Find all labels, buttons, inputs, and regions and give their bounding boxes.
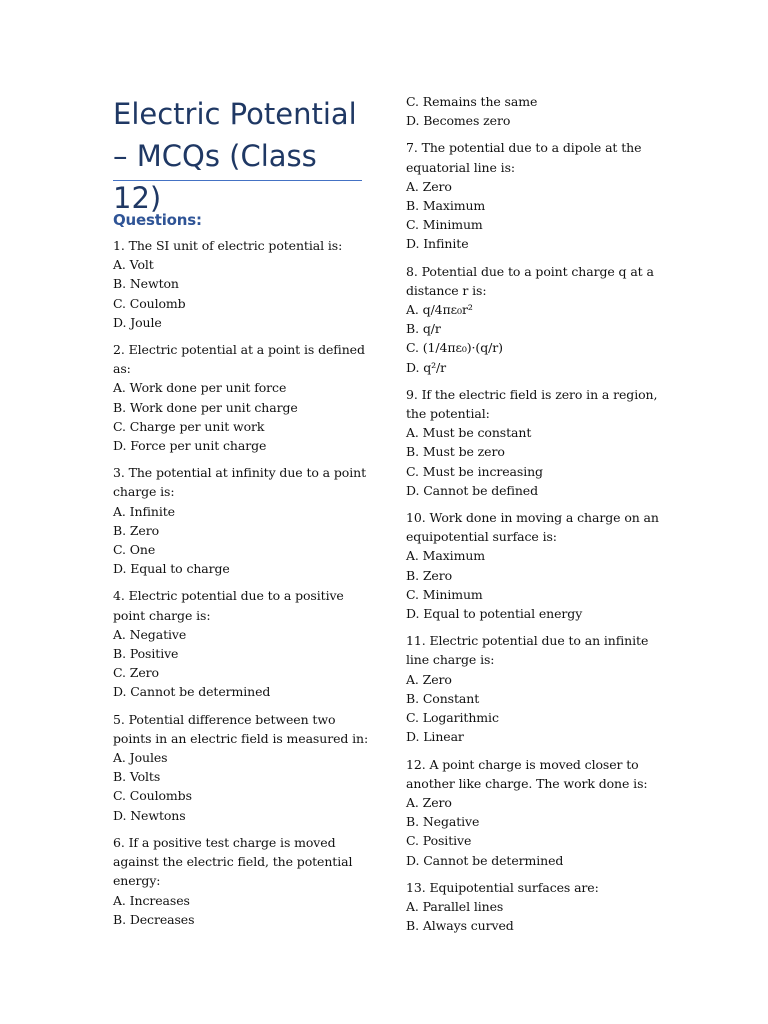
question-text: energy: <box>113 873 161 889</box>
answer-option: A. Negative <box>113 626 187 642</box>
answer-option: B. Positive <box>113 646 179 662</box>
question-text: 1. The SI unit of electric potential is: <box>113 238 343 253</box>
answer-option: C. Coulomb <box>113 295 186 311</box>
right-question-list <box>406 92 659 943</box>
answer-option: D. Cannot be defined <box>406 482 539 498</box>
question-text: 3. The potential at infinity due to a point <box>113 465 367 481</box>
answer-option: B. Constant <box>406 690 480 706</box>
answer-option: C. Charge per unit work <box>113 418 265 434</box>
question-text: 8. Potential due to a point charge q at a <box>406 263 654 279</box>
answer-option: A. Maximum <box>406 548 486 564</box>
questions-heading: Questions: <box>113 211 202 229</box>
question-text: 11. Electric potential due to an infinite <box>406 633 649 649</box>
answer-option: D. Joule <box>113 314 162 330</box>
answer-option: B. Always curved <box>406 918 514 934</box>
answer-option: B. Maximum <box>406 198 486 214</box>
answer-option: D. q²/r <box>406 359 447 375</box>
question-item <box>113 340 368 455</box>
answer-option: D. Cannot be determined <box>406 852 564 868</box>
answer-option: D. Becomes zero <box>406 113 511 129</box>
answer-option: C. Zero <box>113 665 159 681</box>
answer-option: B. Work done per unit charge <box>113 399 298 415</box>
answer-option: C. Must be increasing <box>406 463 543 479</box>
answer-option: C. Minimum <box>406 586 483 602</box>
question-item <box>406 262 659 377</box>
question-text: points in an electric field is measured in: <box>113 730 369 746</box>
answer-option: A. Must be constant <box>406 425 532 441</box>
answer-option: B. Must be zero <box>406 444 505 460</box>
answer-option: D. Newtons <box>113 807 186 823</box>
question-text: 6. If a positive test charge is moved <box>113 834 336 850</box>
question-item <box>113 463 368 578</box>
question-text: against the electric field, the potential <box>113 854 353 870</box>
question-text: another like charge. The work done is: <box>406 775 648 791</box>
question-item <box>113 236 368 332</box>
answer-option: A. q/4πε₀r² <box>406 302 473 318</box>
question-item <box>406 508 659 623</box>
question-text: distance r is: <box>406 282 487 298</box>
question-text: point charge is: <box>113 607 211 623</box>
answer-option: C. Remains the same <box>406 94 538 109</box>
answer-option: A. Zero <box>406 178 452 194</box>
answer-option: D. Linear <box>406 729 464 745</box>
answer-option: B. Negative <box>406 814 480 830</box>
left-question-list <box>113 236 368 937</box>
answer-option: D. Equal to charge <box>113 561 230 577</box>
answer-option: C. One <box>113 542 156 558</box>
answer-option: A. Increases <box>113 892 190 908</box>
question-text: 13. Equipotential surfaces are: <box>406 879 599 895</box>
answer-option: B. Newton <box>113 276 179 292</box>
answer-option: D. Equal to potential energy <box>406 606 583 622</box>
question-item <box>113 586 368 701</box>
answer-option: A. Parallel lines <box>406 898 504 914</box>
answer-option: D. Infinite <box>406 236 469 252</box>
question-text: line charge is: <box>406 652 495 668</box>
question-item <box>406 755 659 870</box>
answer-option: C. Positive <box>406 833 472 849</box>
question-text: equatorial line is: <box>406 159 515 175</box>
title-line-1: Electric Potential <box>113 97 357 131</box>
title-underline-divider <box>113 180 362 181</box>
answer-option: A. Infinite <box>113 503 175 519</box>
answer-option: A. Zero <box>406 671 452 687</box>
question-item <box>406 878 659 936</box>
answer-option: C. (1/4πε₀)·(q/r) <box>406 340 503 356</box>
question-text: charge is: <box>113 484 175 500</box>
question-text: 9. If the electric field is zero in a region, <box>406 386 658 402</box>
question-item <box>406 631 659 746</box>
document-title <box>113 93 363 219</box>
question-text: 5. Potential difference between two <box>113 711 336 727</box>
question-text: as: <box>113 361 131 377</box>
answer-option: C. Logarithmic <box>406 710 499 726</box>
answer-option: B. Decreases <box>113 911 195 927</box>
answer-option: B. q/r <box>406 321 441 337</box>
question-text: 10. Work done in moving a charge on an <box>406 510 659 526</box>
answer-option: A. Volt <box>113 257 154 273</box>
question-text: equipotential surface is: <box>406 529 557 545</box>
question-text: 2. Electric potential at a point is defined <box>113 342 365 358</box>
answer-option: C. Minimum <box>406 217 483 233</box>
question-item <box>113 710 368 825</box>
answer-option: B. Zero <box>406 567 453 583</box>
answer-option: A. Zero <box>406 794 452 810</box>
answer-option: D. Cannot be determined <box>113 684 271 700</box>
title-line-2: – MCQs (Class 12) <box>113 139 317 215</box>
answer-option: B. Volts <box>113 769 161 785</box>
question-text: the potential: <box>406 406 490 422</box>
question-item <box>406 138 659 253</box>
question-item <box>406 385 659 500</box>
answer-option: A. Work done per unit force <box>113 380 287 396</box>
question-text: 4. Electric potential due to a positive <box>113 588 344 604</box>
question-item <box>113 833 368 929</box>
question-text: 7. The potential due to a dipole at the <box>406 140 642 156</box>
question-text: 12. A point charge is moved closer to <box>406 756 639 772</box>
answer-option: C. Coulombs <box>113 788 192 804</box>
answer-option: B. Zero <box>113 522 160 538</box>
answer-option: A. Joules <box>113 750 168 766</box>
question-continuation <box>406 92 659 130</box>
answer-option: D. Force per unit charge <box>113 438 267 454</box>
